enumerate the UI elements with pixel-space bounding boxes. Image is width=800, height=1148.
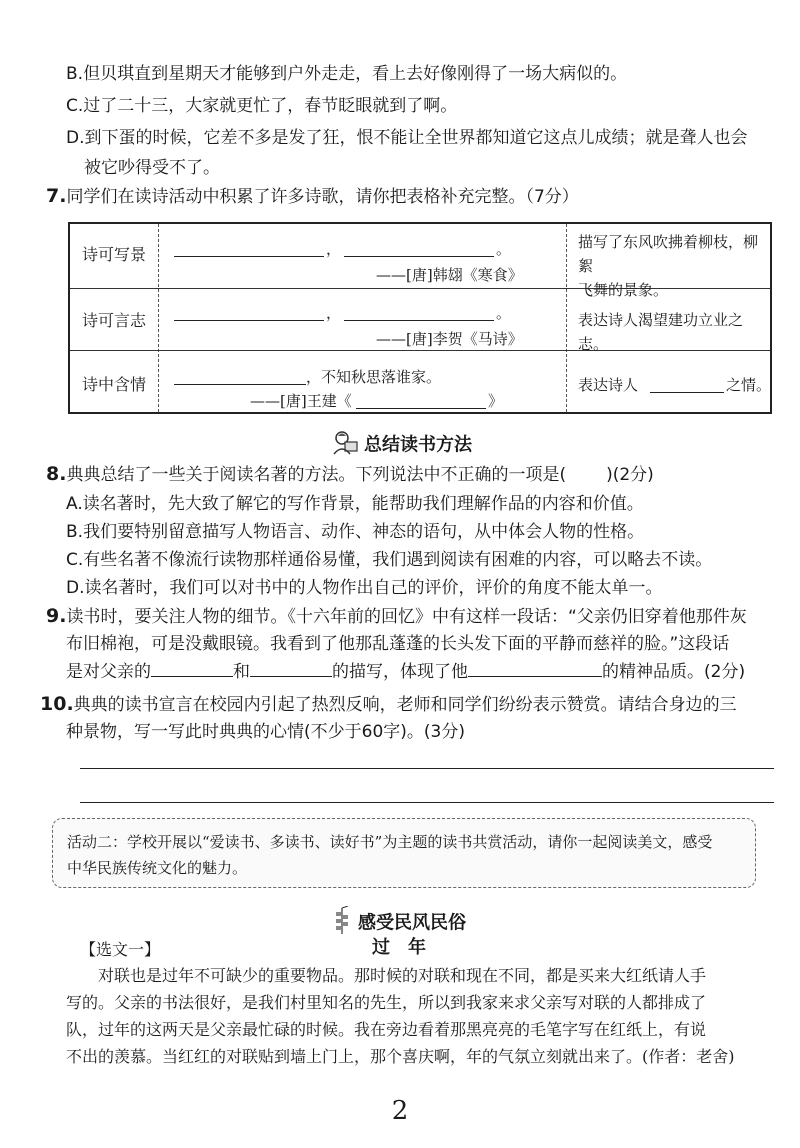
table-divider	[566, 224, 567, 412]
question-10	[40, 692, 737, 717]
poem-source: ——[唐]李贺《马诗》	[376, 330, 523, 348]
answer-blank[interactable]	[650, 376, 724, 393]
description-prefix: 表达诗人	[578, 376, 639, 394]
firecracker-icon	[330, 906, 354, 941]
text-segment: 是对父亲的	[66, 662, 151, 682]
comma: ，	[326, 240, 342, 258]
poem-table	[68, 222, 772, 414]
question-10-line2: 种景物，写一写此时典典的心情(不少于60字)。(3分)	[66, 722, 465, 742]
option-c: C.有些名著不像流行读物那样通俗易懂，我们遇到阅读有困难的内容，可以略去不读。	[66, 550, 713, 570]
option-b: B.我们要特别留意描写人物语言、动作、神态的语句，从中体会人物的性格。	[66, 522, 645, 542]
answer-blank[interactable]	[344, 304, 494, 321]
row-label-emotion: 诗中含情	[82, 375, 147, 394]
section-title-reading-methods	[330, 430, 472, 461]
answer-line[interactable]	[80, 768, 774, 769]
period: 。	[496, 240, 512, 258]
poem-source-suffix: 》	[488, 392, 504, 410]
description-suffix: 之情。	[726, 376, 772, 394]
question-9-line3	[66, 660, 745, 684]
text-segment: 的精神品质。(2分)	[602, 662, 746, 682]
period: 。	[496, 304, 512, 322]
section-title-text: 总结读书方法	[364, 434, 472, 456]
option-d-continued: 被它吵得受不了。	[84, 158, 220, 178]
option-c: C.过了二十三，大家就更忙了，春节眨眼就到了啊。	[66, 96, 458, 116]
text-segment: 的描写，体现了他	[332, 662, 468, 682]
activity-box	[52, 818, 756, 888]
reading-child-icon	[330, 430, 360, 461]
answer-blank[interactable]	[344, 240, 494, 257]
question-text: 典典总结了一些关于阅读名著的方法。下列说法中不正确的一项是(	[66, 465, 567, 485]
passage-line: 写的。父亲的书法很好，是我们村里知名的先生，所以到我家来求父亲写对联的人都排成了	[66, 993, 707, 1012]
option-a: A.读名著时，先大致了解它的写作背景，能帮助我们理解作品的内容和价值。	[66, 494, 644, 514]
passage-line: 队，过年的这两天是父亲最忙碌的时候。我在旁边看着那黑亮亮的毛笔字写在红纸上，有说	[66, 1020, 707, 1039]
question-9-line2: 布旧棉袍，可是没戴眼镜。我看到了他那乱蓬蓬的长头发下面的平静而慈祥的脸。”这段话	[66, 634, 730, 654]
answer-blank[interactable]	[174, 240, 324, 257]
row-label-ambition: 诗可言志	[82, 311, 147, 330]
passage-line: 不出的羡慕。当红红的对联贴到墙上门上，那个喜庆啊，年的气氛立刻就出来了。(作者：老舍)	[66, 1047, 735, 1066]
option-b: B.但贝琪直到星期天才能够到户外走走，看上去好像刚得了一场大病似的。	[66, 64, 628, 84]
description-line: 描写了东风吹拂着柳枝，柳絮	[578, 233, 759, 275]
question-text: 典典的读书宣言在校园内引起了热烈反响，老师和同学们纷纷表示赞赏。请结合身边的三	[73, 695, 737, 715]
activity-text: 活动二：学校开展以“爱读书、多读书、读好书”为主题的读书共赏活动，请你一起阅读美文，感受	[67, 833, 713, 851]
answer-blank[interactable]	[356, 392, 486, 409]
poem-source-prefix: ——[唐]王建《	[250, 392, 352, 410]
passage-title: 过 年	[372, 937, 426, 958]
question-text: 同学们在读诗活动中积累了许多诗歌，请你把表格补充完整。（7分）	[66, 187, 579, 207]
question-number: 10.	[40, 693, 74, 715]
question-number: 7.	[46, 185, 67, 207]
question-number: 8.	[46, 463, 67, 485]
poem-line: ，不知秋思落谁家。	[306, 368, 442, 386]
option-d: D.到下蛋的时候，它差不多是发了狂，恨不能让全世界都知道它这点儿成绩；就是聋人也会	[66, 128, 748, 148]
answer-blank[interactable]	[151, 660, 233, 677]
question-score: )(2分)	[606, 465, 654, 485]
passage-body	[66, 962, 766, 1070]
row-description: 表达诗人渴望建功立业之志。	[578, 311, 744, 353]
passage-line: 对联也是过年不可缺少的重要物品。那时候的对联和现在不同，都是买来大红纸请人手	[66, 966, 707, 985]
answer-blank[interactable]	[174, 304, 324, 321]
page-number: 2	[391, 1096, 409, 1126]
question-text: 读书时，要关注人物的细节。《十六年前的回忆》中有这样一段话：“父亲仍旧穿着他那件灰	[66, 607, 747, 627]
row-description	[578, 230, 760, 302]
question-7	[46, 184, 579, 209]
table-divider	[158, 224, 159, 412]
answer-blank[interactable]	[174, 368, 306, 385]
row-label-scenery: 诗可写景	[82, 245, 147, 264]
question-8	[46, 462, 654, 487]
comma: ，	[326, 304, 342, 322]
answer-line[interactable]	[80, 802, 774, 803]
text-segment: 和	[233, 662, 250, 682]
poem-source: ——[唐]韩翃《寒食》	[376, 266, 523, 284]
question-number: 9.	[46, 605, 67, 627]
passage-tag: 【选文一】	[80, 940, 161, 959]
option-d: D.读名著时，我们可以对书中的人物作出自己的评价，评价的角度不能太单一。	[66, 578, 663, 598]
description-line: 飞舞的景象。	[578, 281, 669, 299]
activity-text: 中华民族传统文化的魅力。	[67, 859, 248, 877]
question-9	[46, 604, 747, 629]
section-title-text: 感受民风民俗	[358, 912, 466, 934]
answer-blank[interactable]	[468, 660, 602, 677]
answer-blank[interactable]	[250, 660, 332, 677]
